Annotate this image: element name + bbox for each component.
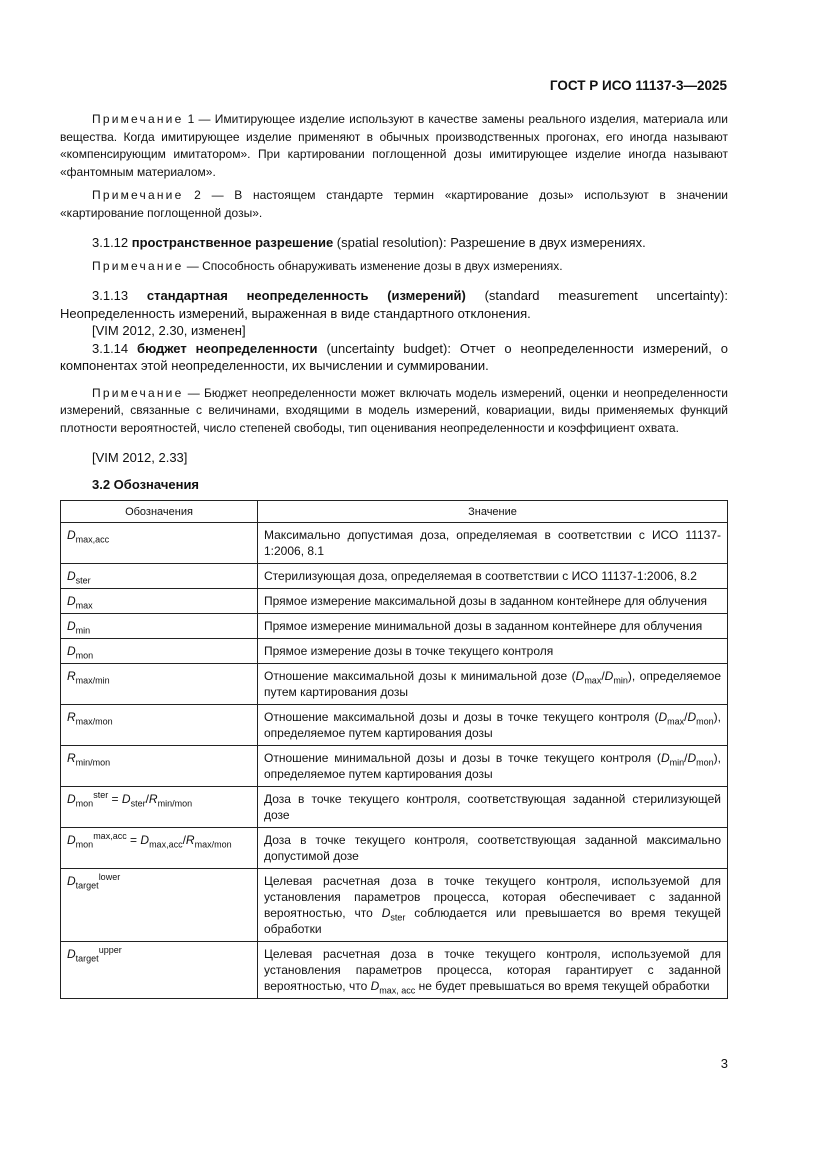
symbol-cell: $D_{max,acc}$ xyxy=(61,522,258,563)
symbol-cell: $D_{mon}^{max,acc} = D_{max,acc}/R_{max/mon}$ xyxy=(61,827,258,868)
table-row xyxy=(61,868,728,941)
term-3-1-12: 3.1.12 пространственное разрешение (spatial resolution): Разрешение в двух измерениях. xyxy=(92,235,646,250)
meaning-cell: Доза в точке текущего контроля, соответствующая заданной стерилизующей дозе xyxy=(258,786,728,827)
symbol-cell: $D_{target}^{upper}$ xyxy=(61,941,258,998)
symbol-cell: $D_{min}$ xyxy=(61,613,258,638)
table-row xyxy=(61,704,728,745)
section-title: 3.2 Обозначения xyxy=(92,476,200,492)
document-header: ГОСТ Р ИСО 11137-3—2025 xyxy=(549,78,727,93)
page-content xyxy=(60,111,728,999)
term-3-1-14: 3.1.14 бюджет неопределенности (uncertainty budget): Отчет о неопределенности измерений, о компонентах этой неопределенности, их вычислении и суммировании. xyxy=(60,340,729,373)
meaning-cell: Отношение максимальной дозы и дозы в точке текущего контроля $(D_{max}/D_{mon})$, определяемое путем картирования дозы xyxy=(258,704,728,745)
table-row xyxy=(61,663,728,704)
meaning-cell: Доза в точке текущего контроля, соответствующая заданной максимально допустимой дозе xyxy=(258,827,728,868)
reference-3-1-13: [VIM 2012, 2.30, изменен] xyxy=(92,323,246,338)
note-2: Примечание 2 — В настоящем стандарте термин «картирование дозы» используют в значении «картирование поглощенной дозы». xyxy=(60,188,728,220)
symbol-cell: $R_{max/mon}$ xyxy=(61,704,258,745)
meaning-cell: Стерилизующая доза, определяемая в соответствии с ИСО 11137-1:2006, 8.2 xyxy=(258,563,728,588)
table-row xyxy=(61,613,728,638)
meaning-cell: Максимально допустимая доза, определяемая в соответствии с ИСО 11137-1:2006, 8.1 xyxy=(258,522,728,563)
symbol-cell: $R_{max/min}$ xyxy=(61,663,258,704)
table-header-row xyxy=(61,500,728,522)
note-4: Примечание — Бюджет неопределенности может включать модель измерений, оценки и неопределенности измерений, связанные с величинами, входящими в модель измерений, ковариации, виды применяемых функций плотности вероятностей, число степеней свободы, тип оценивания неопределенности и коэффициент охвата. xyxy=(60,385,728,435)
note-1: Примечание 1 — Имитирующее изделие используют в качестве замены реального изделия, материала или вещества. Когда имитирующее изделие применяют в обычных производственных прогонах, его иногда называют «компенсирующим имитатором». При картировании поглощенной дозы имитирующее изделие иногда называют «фантомным материалом». xyxy=(60,112,728,179)
column-header-symbols: Обозначения xyxy=(61,500,258,522)
table-row xyxy=(61,522,728,563)
reference-3-1-14: [VIM 2012, 2.33] xyxy=(92,450,188,465)
symbol-cell: $R_{min/mon}$ xyxy=(61,745,258,786)
symbols-table xyxy=(60,500,728,999)
symbol-cell: $D_{target}^{lower}$ xyxy=(61,868,258,941)
meaning-cell: Отношение максимальной дозы к минимальной дозе $(D_{max}/D_{min})$, определяемое путем картирования дозы xyxy=(258,663,728,704)
symbol-cell: $D_{ster}$ xyxy=(61,563,258,588)
page-number: 3 xyxy=(720,1056,728,1071)
meaning-cell: Отношение минимальной дозы и дозы в точке текущего контроля $(D_{min}/D_{mon})$, определяемое путем картирования дозы xyxy=(258,745,728,786)
table-row xyxy=(61,745,728,786)
meaning-cell: Прямое измерение минимальной дозы в заданном контейнере для облучения xyxy=(258,613,728,638)
table-row xyxy=(61,563,728,588)
table-row xyxy=(61,786,728,827)
symbol-cell: $D_{mon}^{ster} = D_{ster}/R_{min/mon}$ xyxy=(61,786,258,827)
column-header-meaning: Значение xyxy=(258,500,728,522)
meaning-cell: Целевая расчетная доза в точке текущего контроля, используемой для установления параметров процесса, которая обеспечивает с заданной вероятностью, что $D_{ster}$ соблюдается или превышается во время текущей обработки xyxy=(258,868,728,941)
term-3-1-13: 3.1.13 стандартная неопределенность (измерений) (standard measurement uncertainty): Неопределенность измерений, выраженная в виде стандартного отклонения. xyxy=(60,288,728,321)
table-row xyxy=(61,638,728,663)
table-row xyxy=(61,941,728,998)
note-3: Примечание — Способность обнаруживать изменение дозы в двух измерениях. xyxy=(92,258,563,273)
meaning-cell: Целевая расчетная доза в точке текущего контроля, используемой для установления параметров процесса, которая гарантирует с заданной вероятностью, что $D_{max, acc}$ не будет превышаться во время текущей обработки xyxy=(258,941,728,998)
meaning-cell: Прямое измерение дозы в точке текущего контроля xyxy=(258,638,728,663)
table-row xyxy=(61,588,728,613)
symbol-cell: $D_{max}$ xyxy=(61,588,258,613)
table-row xyxy=(61,827,728,868)
symbol-cell: $D_{mon}$ xyxy=(61,638,258,663)
meaning-cell: Прямое измерение максимальной дозы в заданном контейнере для облучения xyxy=(258,588,728,613)
